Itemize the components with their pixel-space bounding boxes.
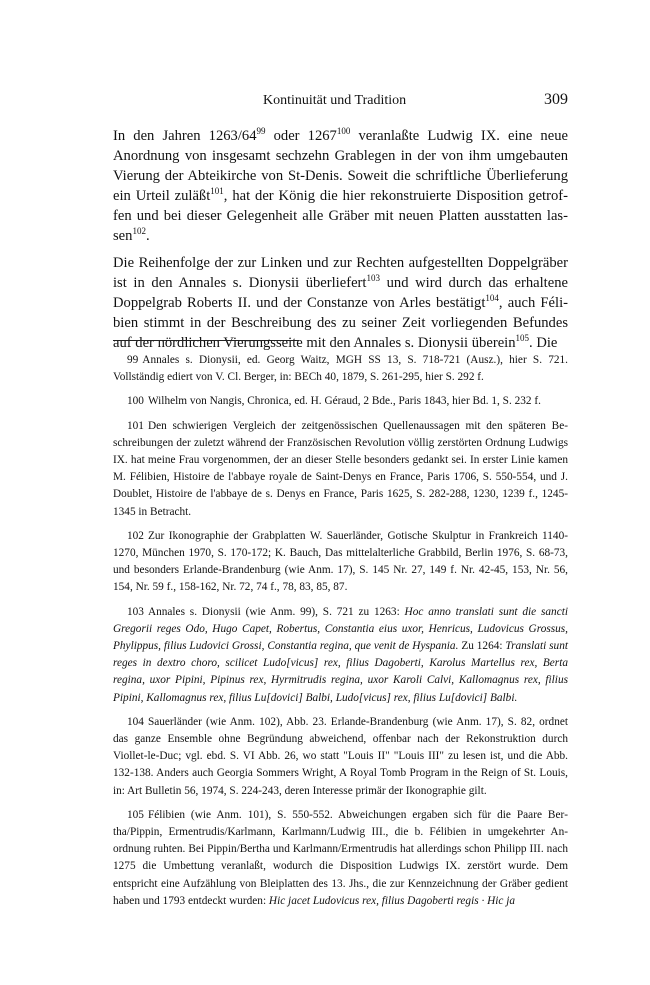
text-run: , auch Félibien stimmt in der Beschreibung des zu seiner Zeit vorliegenden Befundes auf der nördlichen Vierungsseite mit den Annales s. Dionysii überein: [113, 295, 569, 351]
italic-quotation: Hoc anno translati sunt die sancti Gregorii reges Odo, Hugo Capet, Robertus, Constantia eius uxor, Henricus, Ludovicus Grossus, Phylippus, filius Ludovici Grossi, Constantia regina, que venit de Hyspania.: [113, 605, 568, 653]
footnote-separator: [113, 340, 299, 341]
footnote: [113, 528, 568, 597]
footnote: [113, 604, 568, 707]
footnote-number: 103: [127, 605, 144, 618]
text-run: Die Reihenfolge der zur Linken und zur Rechten aufgestellten Doppelgräber ist in den Annales s. Dionysii überliefert: [113, 255, 568, 291]
main-text: [113, 126, 568, 360]
footnote-reference: 104: [485, 293, 499, 303]
text-run: Sauerländer (wie Anm. 102), Abb. 23. Erlande-Brandenburg (wie Anm. 17), S. 82, ordnet das ganze Ensemble ohne Begründung abweichend, offenbar nach der Rekonstruktion durch Viollet-le-Duc; vgl. ebd. S. VI Abb. 26, wo statt "Louis II" "Louis III" zu lesen ist, und die Abb. 132-138. Anders auch Georgia Sommers Wright, A Royal Tomb Program in the Reign of St. Louis, in: Art Bulletin 56, 1974, S. 224-243, deren Interesse primär der Ikonographie gilt.: [113, 715, 568, 797]
footnote-reference: 103: [366, 273, 380, 283]
text-run: oder 1267: [265, 128, 337, 144]
page-number: 309: [544, 91, 568, 108]
footnote: [113, 393, 568, 410]
footnote-number: 99: [127, 354, 139, 366]
text-run: In den Jahren 1263/64: [113, 128, 257, 144]
text-run: Zu 1264:: [458, 640, 506, 653]
footnote-number: 105: [127, 808, 144, 821]
text-run: Den schwierigen Vergleich der zeitgenössischen Quellenaussagen mit den späteren Beschreibungen der zuletzt während der Französischen Revolution völlig zerstörten Ordnung Ludwigs IX. hat meine Frau vorgenommen, der an dieser Stelle besonders gedankt sei. In erster Linie kamen M. Félibien, Histoire de l'abbaye royale de Saint-Denys en France, Paris 1706, S. 550-554, und J. Doublet, Histoire de l'abbaye de s. Denys en France, Paris 1625, S. 282-288, 1230, 1239 f., 1245-1345 in Betracht.: [113, 419, 568, 518]
footnote: [113, 418, 568, 521]
footnote-reference: 102: [132, 226, 146, 236]
footnote-reference: 101: [210, 186, 224, 196]
text-run: Wilhelm von Nangis, Chronica, ed. H. Géraud, 2 Bde., Paris 1843, hier Bd. 1, S. 232 f.: [147, 395, 541, 408]
footnote-number: 100: [127, 395, 144, 408]
text-run: , hat der König die hier rekonstruierte Disposition getroffen und bei dieser Gelegenheit alle Gräber mit neuen Platten ausstatten lassen: [113, 188, 569, 244]
running-title: Kontinuität und Tradition: [263, 93, 407, 108]
footnotes: [113, 352, 568, 917]
text-run: Zur Ikonographie der Grabplatten W. Sauerländer, Gotische Skulptur in Frankreich 1140-1270, München 1970, S. 170-172; K. Bauch, Das mittelalterliche Grabbild, Berlin 1976, S. 68-73, und besonders Erlande-Brandenburg (wie Anm. 17), S. 145 Nr. 27, 149 f. Nr. 42-45, 153, Nr. 56, 154, Nr. 59 f., 158-162, Nr. 72, 74 f., 78, 83, 85, 87.: [113, 529, 568, 594]
footnote: [113, 807, 568, 910]
body-paragraph: [113, 253, 568, 353]
text-run: Félibien (wie Anm. 101), S. 550-552. Abweichungen ergaben sich für die Paare Bertha/Pippin, Ermentrudis/Karlmann, Karlmann/Ludwig III., die b. Félibien in umgekehrter Anordnung ruhten. Bei Pippin/Bertha und Karlmann/Ermentrudis hat allerdings schon Philipp III. nach 1275 die Umbettung veranlaßt, wodurch die Disposition Ludwigs IX. zerstört wurde. Dem entspricht eine Aufzählung von Bleiplatten des 13. Jhs., die zur Kennzeichnung der Gräber gedient haben und 1793 entdeckt wurden:: [113, 808, 568, 907]
italic-quotation: Translati sunt reges in dextro choro, scilicet Ludo[vicus] rex, filius Dagoberti, Karolus Martellus rex, Berta regina, uxor Pipini, Pipinus rex, Hyrmitrudis regina, uxor Karoli Calvi, Kallomagnus rex, filius Pipini, Kallomagnus rex, filius Lu[dovici] Balbi, Ludo[vicus] rex, filius Lu[dovici] Balbi.: [113, 640, 568, 704]
running-header: [113, 93, 568, 113]
text-run: . Die: [529, 335, 558, 351]
text-run: veranlaßte Ludwig IX. eine neue Anordnung von insgesamt sechzehn Grablegen in der von ihm umgebauten Vierung der Abteikirche von St-Denis. Soweit die schriftliche Überlieferung ein Urteil zuläßt: [113, 128, 568, 204]
footnote-number: 101: [127, 419, 144, 432]
text-run: Annales s. Dionysii (wie Anm. 99), S. 721 zu 1263:: [147, 605, 405, 618]
text-run: Annales s. Dionysii, ed. Georg Waitz, MGH SS 13, S. 718-721 (Ausz.), hier S. 721. Vollständig ediert von V. Cl. Berger, in: BECh 40, 1879, S. 261-295, hier S. 292 f.: [113, 354, 568, 384]
footnote-number: 104: [127, 715, 144, 728]
footnote-reference: 105: [515, 333, 530, 343]
text-run: .: [145, 228, 150, 244]
text-run: und wird durch das erhaltene Doppelgrab Roberts II. und der Constanze von Arles bestätigt: [113, 275, 568, 311]
footnote: [113, 714, 568, 800]
footnote-reference: 99: [256, 126, 266, 136]
footnote-number: 102: [127, 529, 144, 542]
footnote: [113, 352, 568, 386]
footnote-reference: 100: [336, 126, 351, 136]
italic-quotation: Hic jacet Ludovicus rex, filius Dagoberti regis · Hic ja: [268, 894, 516, 907]
body-paragraph: [113, 126, 568, 246]
